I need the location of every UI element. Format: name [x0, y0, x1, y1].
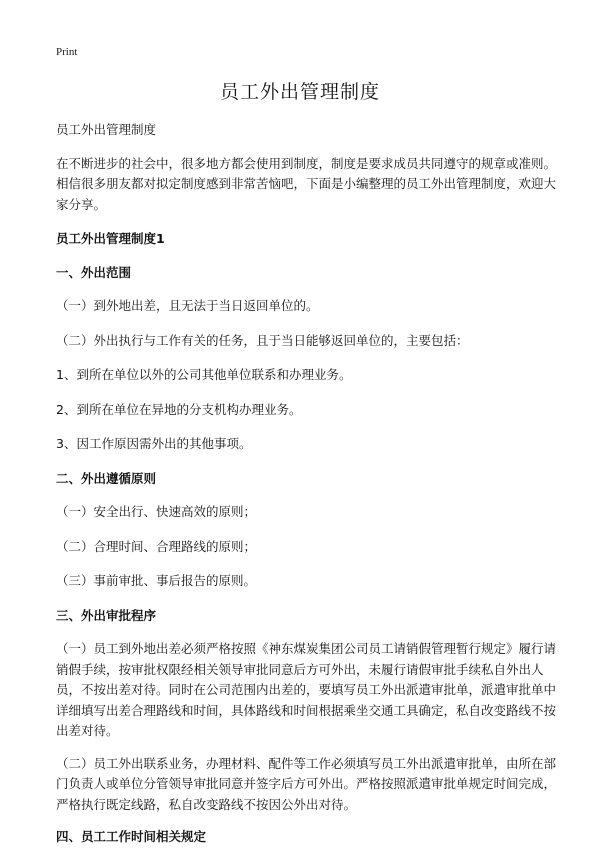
document-content	[56, 120, 558, 861]
list-item: （一）安全出行、快速高效的原则；	[56, 504, 257, 519]
list-item: 2、到所在单位在异地的分支机构办理业务。	[56, 401, 302, 417]
print-label: Print	[56, 46, 78, 58]
list-item: 1、到所在单位以外的公司其他单位联系和办理业务。	[56, 367, 352, 382]
section-heading: 三、外出审批程序	[56, 607, 157, 623]
list-item: 3、因工作原因需外出的其他事项。	[56, 436, 252, 451]
list-item: （二）合理时间、合理路线的原则；	[56, 538, 257, 554]
section-heading: 二、外出遵循原则	[56, 470, 157, 486]
list-item: （一）到外地出差，且无法于当日返回单位的。	[56, 298, 319, 313]
list-item: （二）外出执行与工作有关的任务，且于当日能够返回单位的，主要包括：	[56, 332, 469, 348]
paragraph: （一）员工到外地出差必须严格按照《神东煤炭集团公司员工请销假管理暂行规定》履行请销假手续，按审批权限经相关领导审批同意后方可外出，未履行请假审批手续私自外出人员，不按出差对待。同时在公司范围内出差的，要填写员工外出派遣审批单，派遣审批单中详细填写出差合理路线和时间，具体路线和时间根据乘坐交通工具确定，私自改变路线不按出差对待。	[56, 641, 557, 738]
list-item: （三）事前审批、事后报告的原则。	[56, 573, 257, 588]
document-subtitle: 员工外出管理制度	[56, 122, 157, 137]
paragraph: （二）员工外出联系业务，办理材料、配件等工作必须填写员工外出派遣审批单，由所在部门负责人或单位分管领导审批同意并签字后方可外出。严格按照派遣审批单规定时间完成，严格执行既定线路，私自改变路线不按因公外出对待。	[56, 755, 557, 812]
intro-paragraph: 在不断进步的社会中，很多地方都会使用到制度，制度是要求成员共同遵守的规章或准则。相信很多朋友都对拟定制度感到非常苦恼吧，下面是小编整理的员工外出管理制度，欢迎大家分享。	[56, 155, 557, 212]
section-heading: 四、员工工作时间相关规定	[56, 829, 207, 844]
section-title: 员工外出管理制度1	[56, 231, 165, 246]
document-title: 员工外出管理制度	[219, 81, 380, 103]
section-heading: 一、外出范围	[56, 264, 132, 280]
